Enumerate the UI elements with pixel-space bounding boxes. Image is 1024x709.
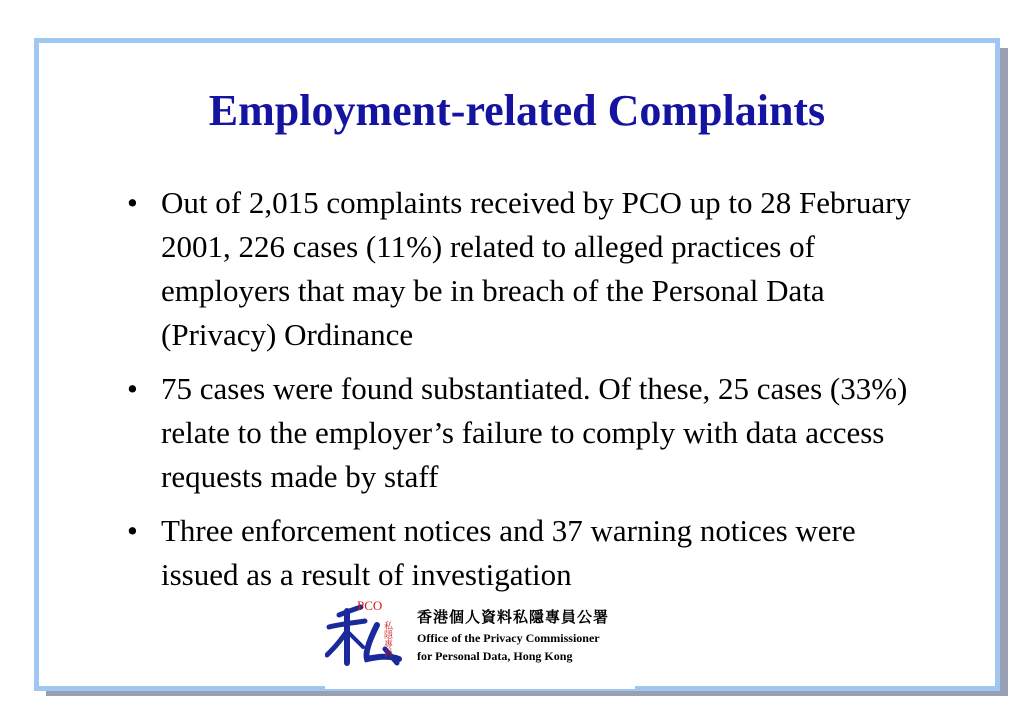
slide-title: Employment-related Complaints [208, 86, 826, 135]
bullet-item [127, 181, 917, 357]
logo-text [417, 607, 609, 665]
pco-logo [325, 597, 635, 689]
slide [34, 38, 1000, 691]
bullet-list [127, 181, 917, 607]
bullet-dot: • [127, 513, 138, 548]
logo-mark-letters: PCO [357, 598, 383, 613]
bullet-text: Out of 2,015 complaints received by PCO up to 28 February 2001, 226 cases (11%) related to alleged practices of employers that may be in breach of the Personal Data (Privacy) Ordinance [161, 185, 911, 352]
bullet-dot: • [127, 371, 138, 406]
bullet-item [127, 509, 917, 597]
bullet-text: 75 cases were found substantiated. Of these, 25 cases (33%) relate to the employer’s failure to comply with data access requests made by staff [161, 371, 908, 494]
logo-chinese-name: 香港個人資料私隱專員公署 [417, 610, 610, 626]
logo-mark-chars: 私隱專員 [382, 621, 392, 657]
bullet-item [127, 367, 917, 499]
bullet-dot: • [127, 185, 138, 220]
logo-english-line1: Office of the Privacy Commissioner [417, 631, 600, 645]
bullet-text: Three enforcement notices and 37 warning notices were issued as a result of investigation [161, 513, 856, 592]
pco-emblem-icon [325, 597, 407, 669]
logo-english-line2: for Personal Data, Hong Kong [417, 649, 573, 663]
